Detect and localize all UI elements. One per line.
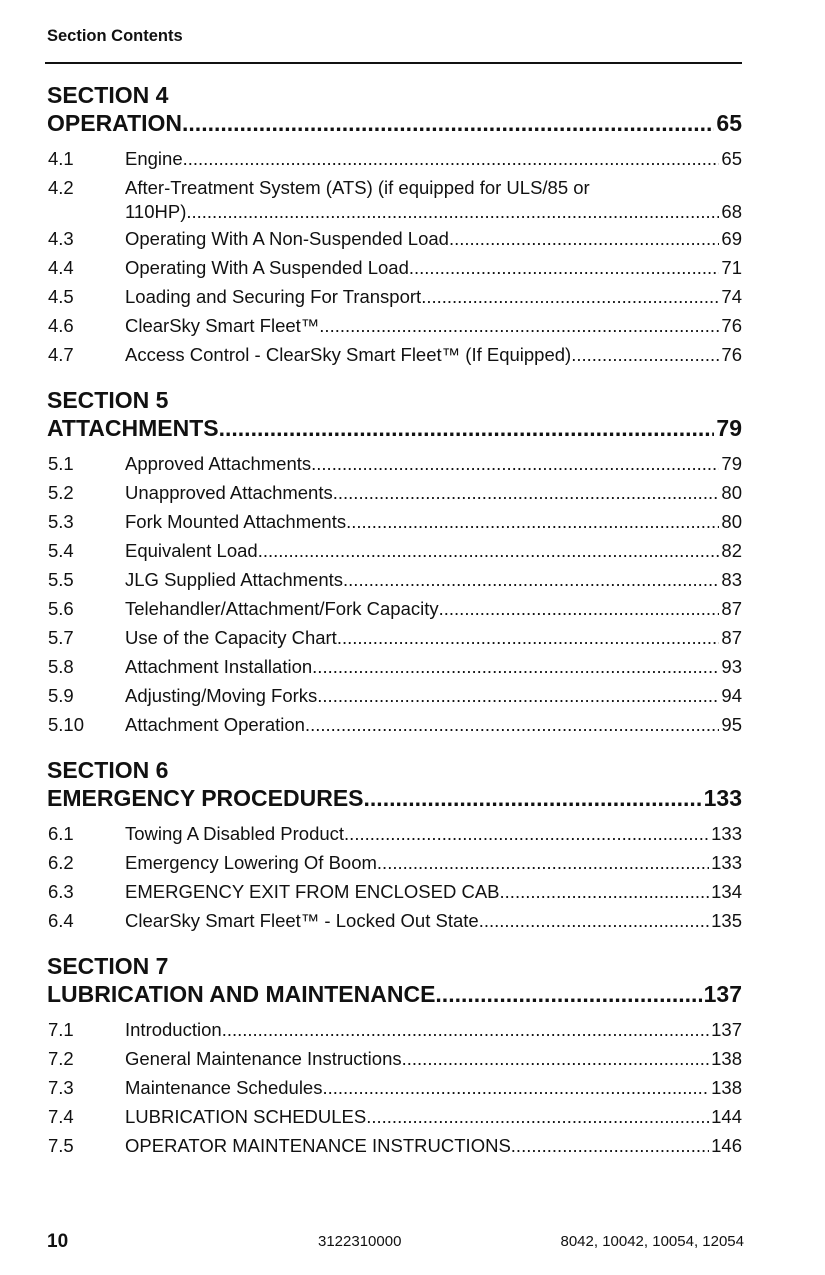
entry-number: 5.7 xyxy=(48,627,74,648)
entry-page-number: 76 xyxy=(721,344,742,365)
entry-number: 5.2 xyxy=(48,482,74,503)
entry-body xyxy=(125,1044,742,1073)
toc-entry[interactable] xyxy=(47,311,742,340)
entry-number: 4.6 xyxy=(48,315,74,336)
dot-leader xyxy=(343,565,719,594)
entry-page-number: 146 xyxy=(711,1135,742,1156)
entry-page-number: 138 xyxy=(711,1077,742,1098)
dot-leader xyxy=(346,507,719,536)
entry-body xyxy=(125,848,742,877)
entry-page-number: 74 xyxy=(721,286,742,307)
dot-leader xyxy=(337,623,720,652)
section-page-number: 133 xyxy=(703,785,742,811)
toc-entry[interactable] xyxy=(47,1044,742,1073)
entry-page-number: 83 xyxy=(721,569,742,590)
dot-leader xyxy=(366,1102,709,1131)
toc-entry[interactable] xyxy=(47,594,742,623)
dot-leader xyxy=(222,1015,709,1044)
entry-number: 7.4 xyxy=(48,1106,74,1127)
entry-title: Unapproved Attachments xyxy=(125,482,333,503)
entry-number: 5.8 xyxy=(48,656,74,677)
entry-body xyxy=(125,1015,742,1044)
toc-entry[interactable] xyxy=(47,877,742,906)
entry-title: Adjusting/Moving Forks xyxy=(125,685,318,706)
dot-leader xyxy=(258,536,720,565)
section-title-row[interactable] xyxy=(47,414,742,442)
toc-entry[interactable] xyxy=(47,1073,742,1102)
dot-leader xyxy=(183,144,720,173)
page-footer xyxy=(47,1231,744,1253)
entry-title: Fork Mounted Attachments xyxy=(125,511,347,532)
dot-leader xyxy=(305,710,719,739)
entry-title: Approved Attachments xyxy=(125,453,312,474)
entry-body xyxy=(125,311,742,340)
entry-body xyxy=(125,507,742,536)
entry-body xyxy=(125,594,742,623)
entry-number: 4.4 xyxy=(48,257,74,278)
entry-body xyxy=(125,1102,742,1131)
section-title: ATTACHMENTS xyxy=(47,415,219,441)
entry-title-continued-row xyxy=(125,199,742,224)
dot-leader xyxy=(364,784,702,812)
dot-leader xyxy=(319,311,719,340)
entry-number: 7.3 xyxy=(48,1077,74,1098)
entry-body xyxy=(125,565,742,594)
entry-body xyxy=(125,536,742,565)
toc-entry[interactable] xyxy=(47,710,742,739)
entry-title: Access Control - ClearSky Smart Fleet™ (If Equipped) xyxy=(125,344,572,365)
section-title: LUBRICATION AND MAINTENANCE xyxy=(47,981,436,1007)
toc-entry[interactable] xyxy=(47,340,742,369)
entry-body xyxy=(125,1131,742,1160)
section-page-number: 79 xyxy=(716,415,742,441)
entry-title-continued: 110HP) xyxy=(125,201,187,222)
toc-entry[interactable] xyxy=(47,848,742,877)
entry-page-number: 71 xyxy=(721,257,742,278)
entry-page-number: 76 xyxy=(721,315,742,336)
entry-page-number: 133 xyxy=(711,852,742,873)
section-page-number: 137 xyxy=(703,981,742,1007)
entry-number: 7.2 xyxy=(48,1048,74,1069)
entry-title: ClearSky Smart Fleet™ xyxy=(125,315,320,336)
toc-entry[interactable] xyxy=(47,173,742,224)
toc-entry[interactable] xyxy=(47,565,742,594)
toc-entry[interactable] xyxy=(47,1131,742,1160)
section-page-number: 65 xyxy=(716,110,742,136)
toc-entry[interactable] xyxy=(47,449,742,478)
dot-leader xyxy=(317,681,719,710)
table-of-contents xyxy=(47,81,742,1177)
entry-number: 4.2 xyxy=(48,177,74,198)
dot-leader xyxy=(479,906,709,935)
entry-body xyxy=(125,173,742,224)
entry-body xyxy=(125,652,742,681)
entry-body xyxy=(125,282,742,311)
entry-body xyxy=(125,253,742,282)
entry-number: 5.10 xyxy=(48,714,85,735)
entry-number: 4.5 xyxy=(48,286,74,307)
dot-leader xyxy=(421,282,719,311)
entry-page-number: 80 xyxy=(721,482,742,503)
entry-title: Loading and Securing For Transport xyxy=(125,286,422,307)
dot-leader xyxy=(449,224,719,253)
entry-body xyxy=(125,144,742,173)
entry-number: 5.9 xyxy=(48,685,74,706)
entry-page-number: 65 xyxy=(721,148,742,169)
toc-entry[interactable] xyxy=(47,906,742,935)
entry-body xyxy=(125,906,742,935)
entry-number: 7.1 xyxy=(48,1019,74,1040)
entry-title: Operating With A Suspended Load xyxy=(125,257,409,278)
entry-body xyxy=(125,681,742,710)
entry-number: 5.1 xyxy=(48,453,74,474)
toc-section xyxy=(47,756,742,935)
entry-page-number: 144 xyxy=(711,1106,742,1127)
entry-number: 6.1 xyxy=(48,823,74,844)
entry-body xyxy=(125,478,742,507)
section-number: SECTION 5 xyxy=(47,387,169,413)
running-header: Section Contents xyxy=(47,27,183,45)
dot-leader xyxy=(333,478,720,507)
header-rule xyxy=(45,62,742,64)
entry-number: 6.4 xyxy=(48,910,74,931)
entry-title: After-Treatment System (ATS) (if equipped for ULS/85 or xyxy=(125,177,590,198)
dot-leader xyxy=(311,449,719,478)
toc-entry[interactable] xyxy=(47,478,742,507)
footer-models: 8042, 10042, 10054, 12054 xyxy=(560,1233,744,1250)
entry-page-number: 137 xyxy=(711,1019,742,1040)
entry-number: 4.1 xyxy=(48,148,74,169)
entry-body xyxy=(125,1073,742,1102)
entry-title: ClearSky Smart Fleet™ - Locked Out State xyxy=(125,910,479,931)
entry-body xyxy=(125,710,742,739)
entry-page-number: 95 xyxy=(721,714,742,735)
entry-body xyxy=(125,877,742,906)
entry-title: Use of the Capacity Chart xyxy=(125,627,337,648)
dot-leader xyxy=(344,819,709,848)
entry-number: 4.7 xyxy=(48,344,74,365)
entry-page-number: 79 xyxy=(721,453,742,474)
entry-page-number: 82 xyxy=(721,540,742,561)
entry-page-number: 135 xyxy=(711,910,742,931)
dot-leader xyxy=(435,980,701,1008)
entry-page-number: 87 xyxy=(721,598,742,619)
dot-leader xyxy=(409,253,720,282)
entry-number: 6.2 xyxy=(48,852,74,873)
toc-section xyxy=(47,386,742,739)
section-title: OPERATION xyxy=(47,110,183,136)
entry-title: Introduction xyxy=(125,1019,222,1040)
entry-title: Equivalent Load xyxy=(125,540,258,561)
toc-entry[interactable] xyxy=(47,507,742,536)
entry-body xyxy=(125,623,742,652)
toc-entry[interactable] xyxy=(47,681,742,710)
entry-number: 4.3 xyxy=(48,228,74,249)
entry-title: Attachment Operation xyxy=(125,714,305,735)
dot-leader xyxy=(219,414,715,442)
entry-number: 5.6 xyxy=(48,598,74,619)
entry-page-number: 94 xyxy=(721,685,742,706)
entry-body xyxy=(125,819,742,848)
entry-number: 6.3 xyxy=(48,881,74,902)
entry-title: Maintenance Schedules xyxy=(125,1077,323,1098)
dot-leader xyxy=(439,594,720,623)
footer-doc-number: 3122310000 xyxy=(318,1233,402,1250)
dot-leader xyxy=(322,1073,709,1102)
dot-leader xyxy=(402,1044,710,1073)
entry-page-number: 68 xyxy=(721,201,742,222)
toc-entry[interactable] xyxy=(47,623,742,652)
entry-title: JLG Supplied Attachments xyxy=(125,569,344,590)
entry-title: Attachment Installation xyxy=(125,656,313,677)
section-title-row[interactable] xyxy=(47,980,742,1008)
section-number: SECTION 6 xyxy=(47,757,169,783)
entry-number: 5.3 xyxy=(48,511,74,532)
toc-entry[interactable] xyxy=(47,282,742,311)
entry-page-number: 80 xyxy=(721,511,742,532)
entry-title: Operating With A Non-Suspended Load xyxy=(125,228,449,249)
entry-title: LUBRICATION SCHEDULES xyxy=(125,1106,367,1127)
toc-entry[interactable] xyxy=(47,224,742,253)
entry-title: EMERGENCY EXIT FROM ENCLOSED CAB xyxy=(125,881,500,902)
entry-number: 5.5 xyxy=(48,569,74,590)
section-number: SECTION 4 xyxy=(47,82,169,108)
dot-leader xyxy=(186,199,719,224)
footer-page-number: 10 xyxy=(47,1231,69,1252)
section-number: SECTION 7 xyxy=(47,953,169,979)
entry-body xyxy=(125,224,742,253)
dot-leader xyxy=(377,848,709,877)
entry-title: Engine xyxy=(125,148,183,169)
entry-body xyxy=(125,340,742,369)
entry-page-number: 138 xyxy=(711,1048,742,1069)
toc-entry[interactable] xyxy=(47,652,742,681)
entry-title: Emergency Lowering Of Boom xyxy=(125,852,377,873)
toc-section xyxy=(47,81,742,369)
toc-entry[interactable] xyxy=(47,253,742,282)
entry-body xyxy=(125,449,742,478)
entry-page-number: 93 xyxy=(721,656,742,677)
entry-title: Towing A Disabled Product xyxy=(125,823,345,844)
dot-leader xyxy=(511,1131,709,1160)
entry-number: 7.5 xyxy=(48,1135,74,1156)
entry-page-number: 87 xyxy=(721,627,742,648)
entry-number: 5.4 xyxy=(48,540,74,561)
toc-entry[interactable] xyxy=(47,819,742,848)
dot-leader xyxy=(182,109,714,137)
toc-section xyxy=(47,952,742,1160)
entry-page-number: 133 xyxy=(711,823,742,844)
entry-page-number: 69 xyxy=(721,228,742,249)
section-title-row[interactable] xyxy=(47,109,742,137)
entry-title: General Maintenance Instructions xyxy=(125,1048,402,1069)
dot-leader xyxy=(571,340,719,369)
entry-title: Telehandler/Attachment/Fork Capacity xyxy=(125,598,439,619)
section-title-row[interactable] xyxy=(47,784,742,812)
toc-entry[interactable] xyxy=(47,1102,742,1131)
toc-entry[interactable] xyxy=(47,144,742,173)
toc-entry[interactable] xyxy=(47,536,742,565)
toc-entry[interactable] xyxy=(47,1015,742,1044)
section-title: EMERGENCY PROCEDURES xyxy=(47,785,364,811)
dot-leader xyxy=(312,652,719,681)
entry-page-number: 134 xyxy=(711,881,742,902)
dot-leader xyxy=(500,877,710,906)
entry-title: OPERATOR MAINTENANCE INSTRUCTIONS xyxy=(125,1135,511,1156)
